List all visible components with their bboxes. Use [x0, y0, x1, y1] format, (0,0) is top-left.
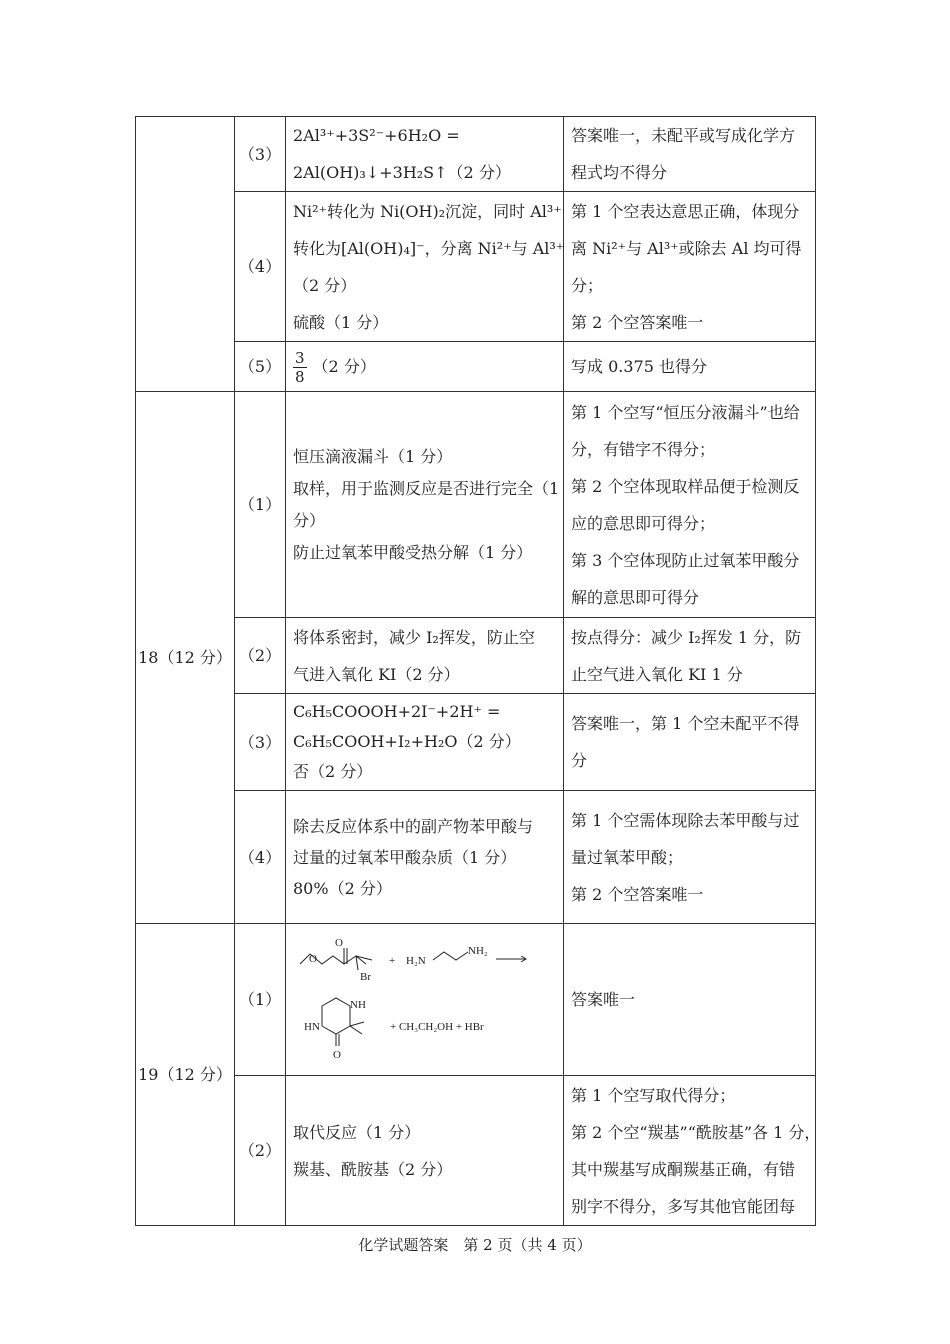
subquestion-label: （1） — [235, 924, 286, 1076]
answer-line: 过量的过氧苯甲酸杂质（1 分） — [293, 847, 517, 867]
subquestion-label: （5） — [235, 342, 286, 392]
subquestion-label: （3） — [235, 117, 286, 192]
fraction-numerator: 3 — [295, 348, 305, 367]
note-line: 其中羰基写成酮羰基正确，有错 — [571, 1159, 796, 1179]
question-number: 18（12 分） — [136, 392, 235, 924]
answer-line: 将体系密封，减少 I₂挥发，防止空 — [293, 627, 535, 647]
answer-cell — [286, 342, 564, 392]
answer-line: 取代反应（1 分） — [293, 1122, 421, 1142]
answer-line: C₆H₅COOOH+2I⁻+2H⁺ = — [293, 702, 501, 721]
question-number-cell — [136, 117, 235, 392]
note-line: 解的意思即可得分 — [571, 587, 700, 607]
answer-line: 防止过氧苯甲酸受热分解（1 分） — [293, 542, 533, 562]
answer-line: 2Al(OH)₃↓+3H₂S↑（2 分） — [293, 163, 511, 182]
note-line: 分，有错字不得分； — [571, 439, 716, 459]
amine-label: NH₂ — [468, 944, 488, 957]
note-line: 答案唯一，未配平或写成化学方 — [571, 126, 796, 145]
scoring-note-cell — [564, 192, 816, 342]
fraction — [293, 349, 307, 386]
answer-cell — [286, 392, 564, 618]
subquestion-label: （3） — [235, 694, 286, 791]
table-row — [136, 618, 816, 694]
answer-line: 除去反应体系中的副产物苯甲酸与 — [293, 816, 534, 836]
answer-line: Ni²⁺转化为 Ni(OH)₂沉淀，同时 Al³⁺ — [293, 201, 562, 221]
answer-line: （2 分） — [293, 275, 357, 295]
table-row — [136, 694, 816, 791]
answer-table — [135, 116, 821, 1226]
table-row — [136, 924, 816, 1076]
note-line: 别字不得分，多写其他官能团每 — [571, 1196, 796, 1216]
table-row — [136, 192, 816, 342]
answer-line: 羰基、酰胺基（2 分） — [293, 1159, 453, 1179]
note-line: 分 — [571, 751, 588, 770]
scoring-note-cell — [564, 392, 816, 618]
answer-line: 恒压滴液漏斗（1 分） — [293, 446, 453, 466]
note-line: 第 1 个空写“恒压分液漏斗”也给 — [571, 402, 800, 422]
hn-label: HN — [304, 1020, 320, 1033]
question-number: 19（12 分） — [136, 924, 235, 1226]
scoring-note-cell: 写成 0.375 也得分 — [564, 342, 816, 392]
answer-line: 80%（2 分） — [293, 878, 392, 898]
answer-score: （2 分） — [312, 356, 376, 376]
note-line: 第 2 个空答案唯一 — [571, 312, 704, 332]
subquestion-label: （2） — [235, 1076, 286, 1226]
answer-line: 否（2 分） — [293, 762, 373, 781]
note-line: 程式均不得分 — [571, 163, 668, 182]
note-line: 量过氧苯甲酸； — [571, 847, 684, 867]
note-line: 第 2 个空“羰基”“酰胺基”各 1 分， — [571, 1122, 821, 1142]
answer-cell — [286, 694, 564, 791]
answer-cell — [286, 117, 564, 192]
note-line: 第 2 个空体现取样品便于检测反 — [571, 476, 800, 496]
table-row — [136, 791, 816, 924]
note-line: 答案唯一，第 1 个空未配平不得 — [571, 714, 800, 733]
table-row — [136, 117, 816, 192]
scoring-note-cell — [564, 117, 816, 192]
byproducts-label: + CH₃CH₂OH + HBr — [390, 1020, 484, 1033]
note-line: 应的意思即可得分； — [571, 513, 716, 533]
note-line: 第 2 个空答案唯一 — [571, 884, 704, 904]
scoring-note-cell: 答案唯一 — [564, 924, 816, 1076]
note-line: 第 1 个空写取代得分； — [571, 1085, 736, 1105]
note-line: 分； — [571, 275, 604, 295]
answer-line: 转化为[Al(OH)₄]⁻，分离 Ni²⁺与 Al³⁺ — [293, 238, 565, 258]
answer-line: 气进入氧化 KI（2 分） — [293, 664, 460, 684]
oxygen-label: O — [333, 1048, 341, 1061]
subquestion-label: （4） — [235, 192, 286, 342]
answer-cell — [286, 1076, 564, 1226]
answer-line: 硫酸（1 分） — [293, 312, 389, 332]
answer-line: 分） — [293, 510, 326, 530]
table-row — [136, 392, 816, 618]
subquestion-label: （1） — [235, 392, 286, 618]
answer-cell — [286, 618, 564, 694]
answer-cell — [286, 924, 564, 1076]
scoring-note-cell — [564, 618, 816, 694]
answer-cell — [286, 791, 564, 924]
oxygen-label: O — [309, 952, 317, 965]
fraction-denominator: 8 — [295, 367, 305, 386]
answer-cell — [286, 192, 564, 342]
answer-line: 2Al³⁺+3S²⁻+6H₂O = — [293, 126, 460, 145]
subquestion-label: （4） — [235, 791, 286, 924]
table-row — [136, 1076, 816, 1226]
plus-sign: + — [389, 954, 396, 967]
nh-label: NH — [350, 998, 366, 1011]
answer-line: C₆H₅COOH+I₂+H₂O（2 分） — [293, 732, 521, 751]
scoring-note-cell — [564, 694, 816, 791]
reaction-equation — [286, 926, 562, 1074]
note-line: 第 3 个空体现防止过氧苯甲酸分 — [571, 550, 800, 570]
note-line: 离 Ni²⁺与 Al³⁺或除去 Al 均可得 — [571, 238, 802, 258]
page-footer: 化学试题答案 第 2 页（共 4 页） — [358, 1236, 592, 1254]
subquestion-label: （2） — [235, 618, 286, 694]
note-line: 按点得分：减少 I₂挥发 1 分，防 — [571, 627, 802, 647]
answer-line: 取样，用于监测反应是否进行完全（1 — [293, 478, 560, 498]
note-line: 第 1 个空需体现除去苯甲酸与过 — [571, 810, 800, 830]
note-line: 止空气进入氧化 KI 1 分 — [571, 664, 743, 684]
scoring-note-cell — [564, 791, 816, 924]
scoring-note-cell — [564, 1076, 821, 1226]
note-line: 第 1 个空表达意思正确，体现分 — [571, 201, 800, 221]
oxygen-label: O — [335, 936, 343, 949]
table-row — [136, 342, 816, 392]
bromine-label: Br — [360, 970, 371, 983]
amine-label: H₂N — [406, 954, 426, 967]
